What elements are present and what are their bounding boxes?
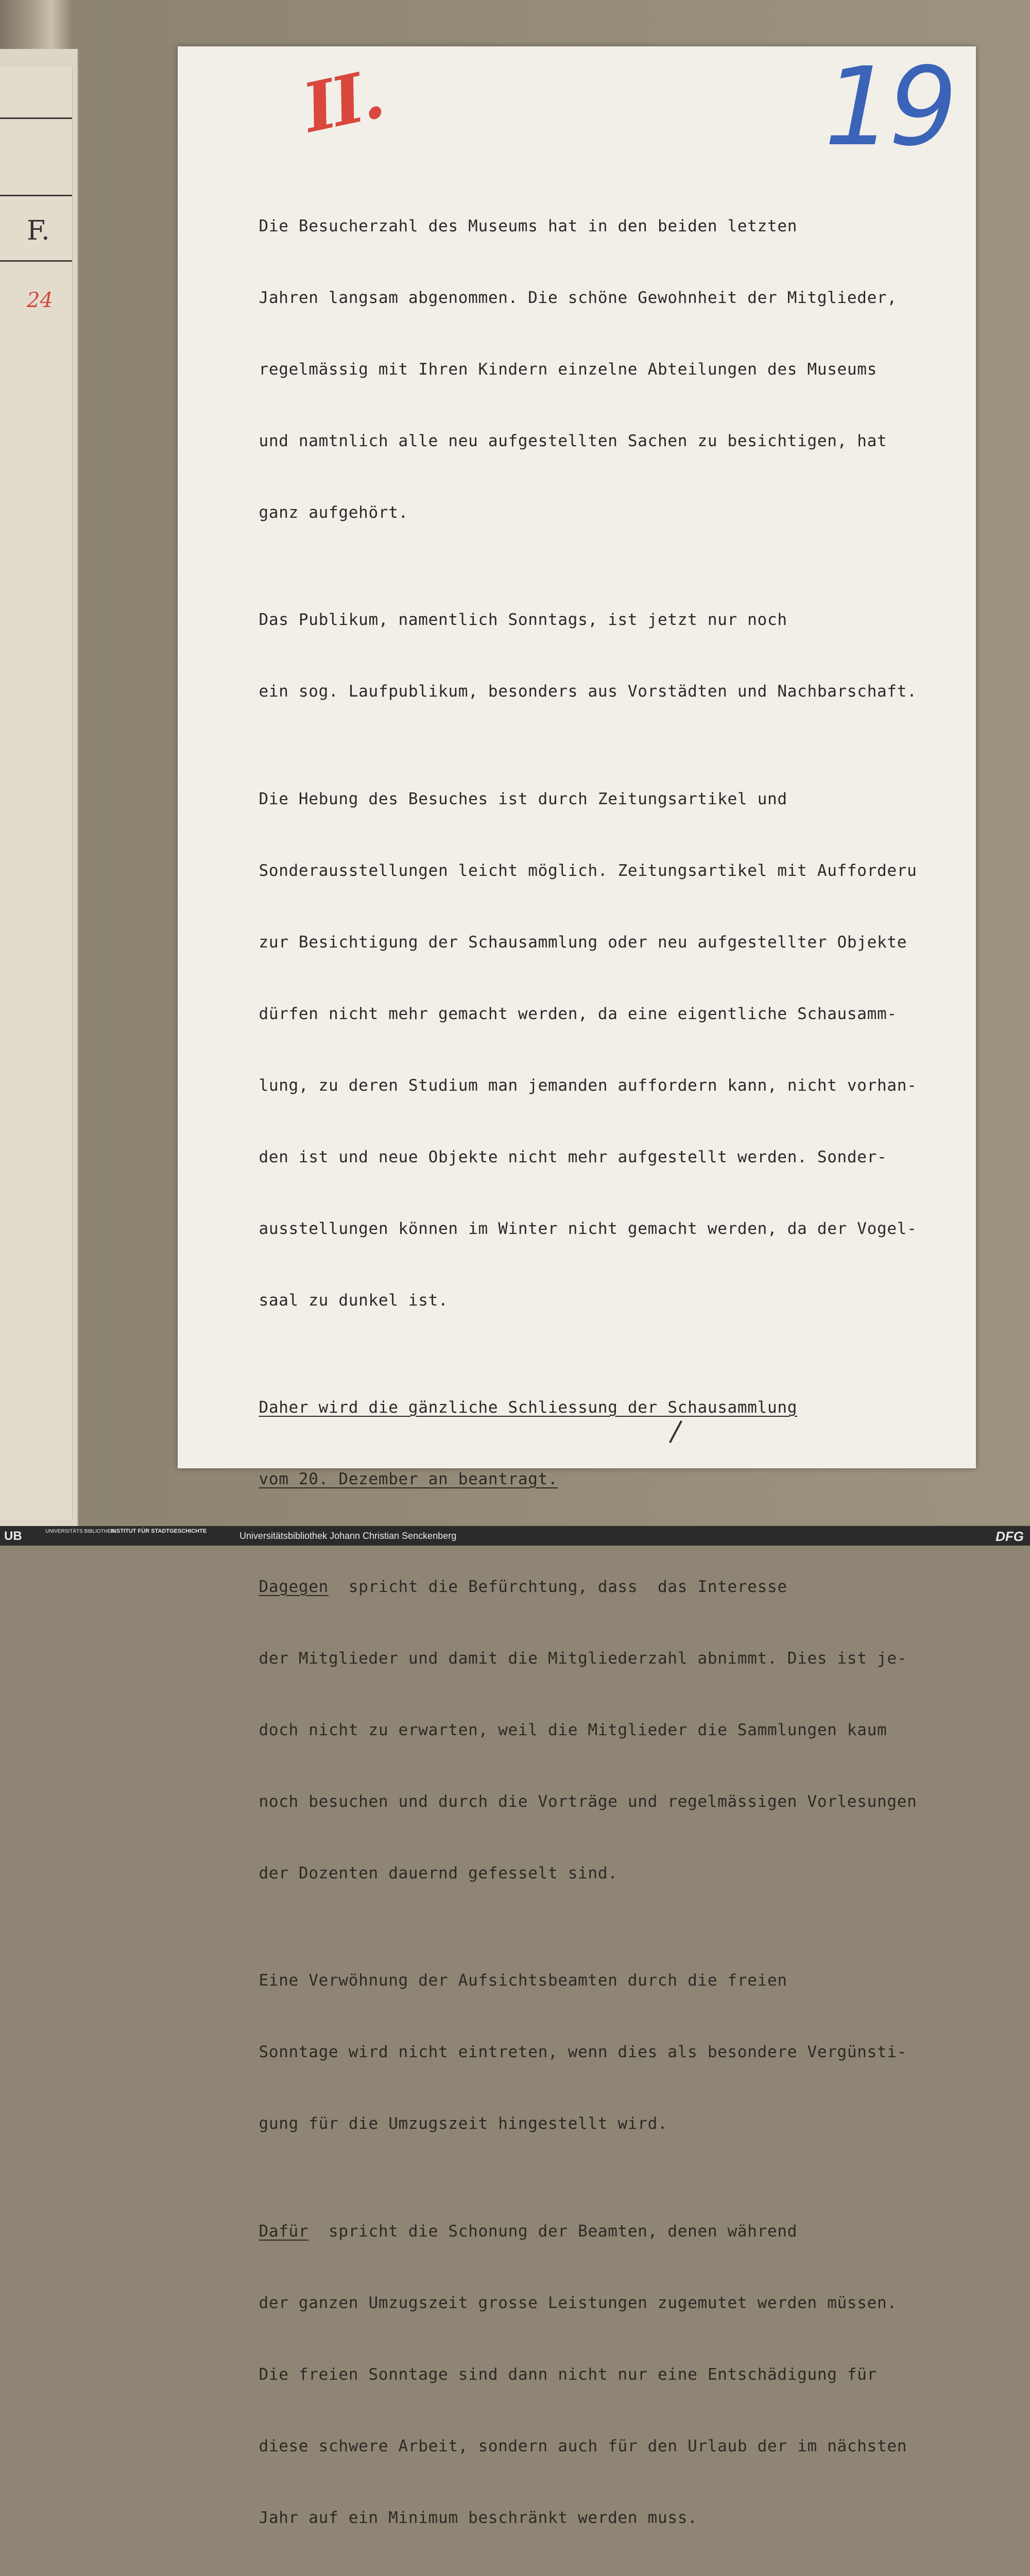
lead-word-against: Dagegen [259,1578,329,1596]
text-line: Jahr auf ein Minimum beschränkt werden muss. [259,2509,697,2527]
red-folio-mark: II. [297,55,388,148]
paragraph-4-proposal [219,1354,981,1534]
text-line: diese schwere Arbeit, sondern auch für den Urlaub der im nächsten [259,2437,907,2455]
text-line: der ganzen Umzugszeit grosse Leistungen zugemutet werden müssen. [259,2294,897,2312]
ub-logo: UB [4,1529,22,1544]
text-line: Jahren langsam abgenommen. Die schöne Gewohnheit der Mitglieder, [259,289,897,307]
register-rule-2 [0,195,72,196]
text-line: Die Besucherzahl des Museums hat in den beiden letzten [259,217,797,235]
paragraph-3 [219,745,981,1354]
text-line: spricht die Befürchtung, dass das Interesse [329,1578,787,1596]
footer-caption: Universitätsbibliothek Johann Christian Senckenberg [239,1531,456,1541]
text-line: saal zu dunkel ist. [259,1291,448,1310]
underlined-proposal-line: vom 20. Dezember an beantragt. [259,1470,558,1488]
register-rule-3 [0,260,72,262]
footer-bar [0,1526,1030,1546]
text-line: regelmässig mit Ihren Kindern einzelne Abteilungen des Museums [259,360,877,379]
text-line: ganz aufgehört. [259,503,408,522]
text-line: zur Besichtigung der Schausammlung oder neu aufgestellter Objekte [259,933,907,952]
text-line: und namtnlich alle neu aufgestellten Sachen zu besichtigen, hat [259,432,887,450]
institut-logo: INSTITUT FÜR STADTGESCHICHTE [111,1529,207,1534]
text-line: Sonntage wird nicht eintreten, wenn dies als besondere Vergünsti- [259,2043,907,2061]
register-rule-1 [0,117,72,119]
text-line: der Dozenten dauernd gefesselt sind. [259,1864,617,1883]
text-line: doch nicht zu erwarten, weil die Mitglieder die Sammlungen kaum [259,1721,887,1739]
blue-folio-number: 19 [824,44,953,170]
text-line: Die Hebung des Besuches ist durch Zeitungsartikel und [259,790,787,808]
text-line: noch besuchen und durch die Vorträge und regelmässigen Vorlesungen [259,1792,917,1811]
lead-word-for: Dafür [259,2222,308,2241]
text-line: den ist und neue Objekte nicht mehr aufgestellt werden. Sonder- [259,1148,887,1166]
text-line: gung für die Umzugszeit hingestellt wird. [259,2114,667,2133]
text-line: ausstellungen können im Winter nicht gemacht werden, da der Vogel- [259,1219,917,1238]
paragraph-2 [219,567,981,746]
underlying-register-sheet-2 [0,67,73,1520]
margin-letter: F. [27,215,50,246]
paragraph-8 [219,2572,981,2576]
text-line: Die freien Sonntage sind dann nicht nur eine Entschädigung für [259,2365,877,2384]
dfg-logo: DFG [995,1529,1024,1545]
text-line: dürfen nicht mehr gemacht werden, da eine eigentliche Schausamm- [259,1005,897,1023]
text-line: spricht die Schonung der Beamten, denen während [308,2222,797,2241]
text-line: der Mitglieder und damit die Mitgliederzahl abnimmt. Dies ist je- [259,1649,907,1668]
typewritten-body [219,173,981,2576]
ub-logo-subtitle: UNIVERSITÄTS BIBLIOTHEK [45,1529,114,1534]
underlined-proposal-line: Daher wird die gänzliche Schliessung der Schausammlung [259,1398,797,1417]
text-line: Eine Verwöhnung der Aufsichtsbeamten durch die freien [259,1971,787,1990]
text-line: ein sog. Laufpublikum, besonders aus Vorstädten und Nachbarschaft. [259,682,917,701]
paragraph-6 [219,1927,981,2178]
paragraph-5-against [219,1533,981,1927]
text-line: lung, zu deren Studium man jemanden auffordern kann, nicht vorhan- [259,1076,917,1095]
text-line: Sonderausstellungen leicht möglich. Zeitungsartikel mit Aufforderu [259,861,917,880]
margin-number: 24 [27,289,53,312]
text-line: Das Publikum, namentlich Sonntags, ist jetzt nur noch [259,611,787,629]
paragraph-7-for [219,2178,981,2572]
paragraph-1 [219,173,981,567]
